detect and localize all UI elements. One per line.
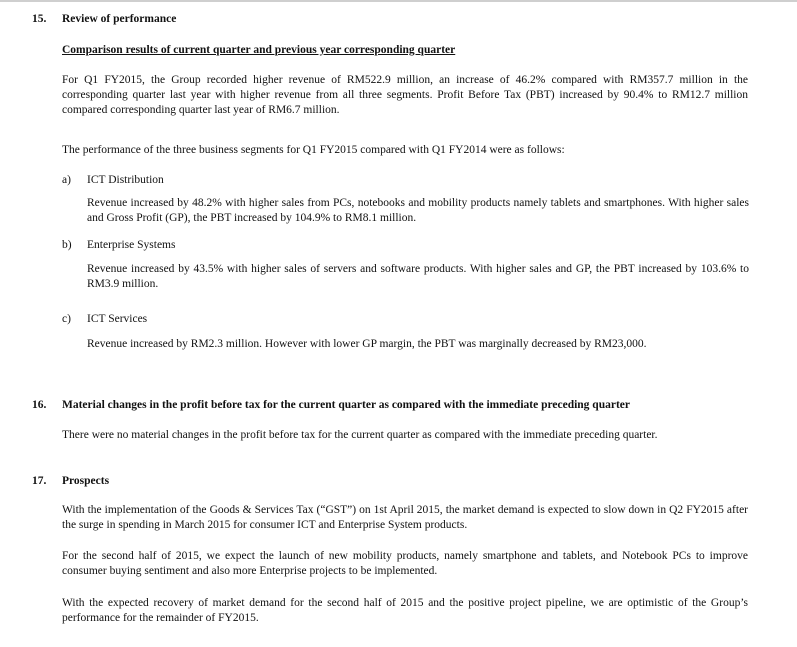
item-c-title: ICT Services	[87, 313, 148, 325]
section-16-number: 16.	[32, 399, 47, 411]
item-b-title: Enterprise Systems	[87, 239, 176, 251]
section-17-paragraph-3: With the expected recovery of market demand for the second half of 2015 and the positive project pipeline, we are optimistic of the Group’s performance for the remainder of FY2015.	[62, 597, 748, 624]
item-c-marker: c)	[62, 313, 71, 325]
section-15-number: 15.	[32, 13, 47, 25]
item-c-text: Revenue increased by RM2.3 million. However with lower GP margin, the PBT was marginally decreased by RM23,000.	[87, 338, 647, 350]
page-top-border	[0, 0, 797, 2]
section-17-title: Prospects	[62, 475, 110, 487]
section-15-title: Review of performance	[62, 13, 177, 25]
section-16-paragraph-1: There were no material changes in the profit before tax for the current quarter as compared with the immediate preceding quarter.	[62, 429, 658, 441]
section-16-title: Material changes in the profit before tax for the current quarter as compared with the immediate preceding quarter	[62, 399, 630, 411]
section-15-paragraph-2: The performance of the three business segments for Q1 FY2015 compared with Q1 FY2014 were as follows:	[62, 144, 565, 156]
section-17-number: 17.	[32, 475, 47, 487]
item-b-text: Revenue increased by 43.5% with higher sales of servers and software products. With higher sales and GP, the PBT increased by 103.6% to RM3.9 million.	[87, 263, 749, 290]
item-a-title: ICT Distribution	[87, 174, 164, 186]
section-17-paragraph-2: For the second half of 2015, we expect the launch of new mobility products, namely smartphone and tablets, and Notebook PCs to improve consumer buying sentiment and also more Enterprise projects to be implemented.	[62, 550, 748, 577]
item-a-text: Revenue increased by 48.2% with higher sales from PCs, notebooks and mobility products namely tablets and smartphones. With higher sales and Gross Profit (GP), the PBT increased by 104.9% to RM8.1 million.	[87, 197, 749, 224]
item-a-marker: a)	[62, 174, 71, 186]
section-15-paragraph-1: For Q1 FY2015, the Group recorded higher revenue of RM522.9 million, an increase of 46.2% compared with RM357.7 million in the corresponding quarter last year with higher revenue from all three segments. Profit Before Tax (PBT) increased by 90.4% to RM12.7 million compared corresponding quarter last year of RM6.7 million.	[62, 74, 748, 116]
section-17-paragraph-1: With the implementation of the Goods & Services Tax (“GST”) on 1st April 2015, the market demand is expected to slow down in Q2 FY2015 after the surge in spending in March 2015 for consumer ICT and Enterprise System products.	[62, 504, 748, 531]
section-15-subtitle: Comparison results of current quarter and previous year corresponding quarter	[62, 44, 456, 56]
item-b-marker: b)	[62, 239, 72, 251]
